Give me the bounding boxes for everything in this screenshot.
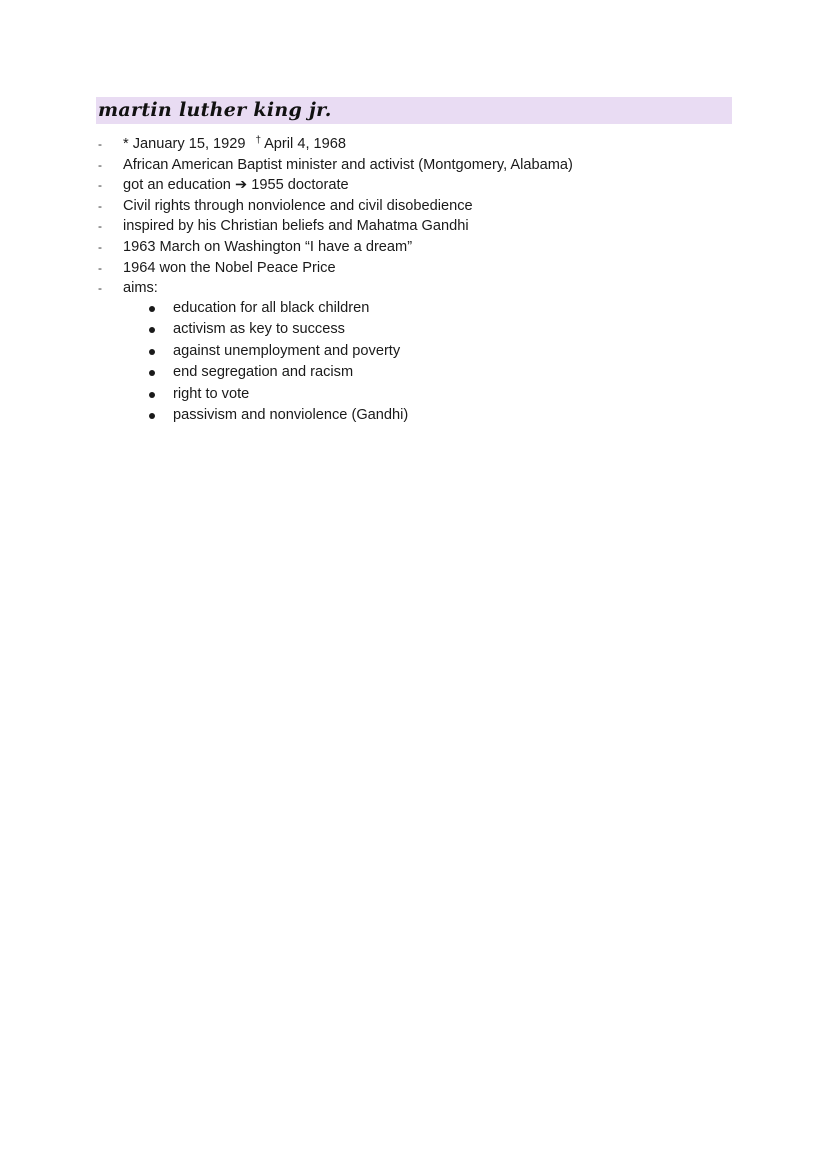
bullet-icon [149, 306, 155, 312]
death-symbol: † [255, 135, 262, 146]
facts-list [96, 134, 736, 299]
dash-marker: - [98, 260, 102, 275]
list-item-dates [96, 134, 736, 155]
aims-list [146, 298, 646, 426]
list-item-march [96, 237, 736, 258]
inspiration-text: inspired by his Christian beliefs and Mahatma Gandhi [123, 218, 469, 235]
dash-marker: - [98, 157, 102, 172]
march-text: 1963 March on Washington “I have a dream” [123, 238, 413, 255]
page-title: martin luther king jr. [98, 99, 332, 121]
aim-text: education for all black children [173, 300, 370, 316]
bullet-icon [149, 370, 155, 376]
list-item [146, 362, 646, 383]
education-text: got an education [123, 177, 231, 194]
dash-marker: - [98, 219, 102, 234]
birth-date: * January 15, 1929 [123, 136, 246, 152]
list-item [146, 341, 646, 362]
bullet-icon [149, 392, 155, 398]
death-date: April 4, 1968 [264, 136, 347, 152]
aim-text: activism as key to success [173, 321, 345, 338]
aim-text: against unemployment and poverty [173, 342, 401, 359]
list-item [146, 298, 646, 319]
aim-text: end segregation and racism [173, 364, 354, 381]
list-item-role [96, 155, 736, 176]
dash-marker: - [98, 239, 102, 254]
role-text: African American Baptist minister and activist (Montgomery, Alabama) [123, 156, 573, 173]
arrow-icon: ➔ [234, 177, 248, 194]
bullet-icon [149, 327, 155, 333]
list-item-civil-rights [96, 196, 736, 217]
bullet-icon [149, 349, 155, 355]
title-highlight [96, 97, 732, 124]
aim-text: right to vote [173, 385, 250, 402]
list-item [146, 405, 646, 426]
dash-marker: - [98, 198, 102, 213]
civil-rights-text: Civil rights through nonviolence and civil disobedience [123, 197, 473, 214]
list-item [146, 384, 646, 405]
nobel-text: 1964 won the Nobel Peace Price [123, 259, 336, 276]
list-item [146, 319, 646, 340]
dash-marker: - [98, 281, 102, 296]
list-item-inspiration [96, 216, 736, 237]
list-item-aims [96, 278, 736, 299]
dash-marker: - [98, 178, 102, 193]
aims-label: aims: [123, 280, 158, 297]
bullet-icon [149, 413, 155, 419]
list-item-education [96, 175, 736, 196]
list-item-nobel [96, 258, 736, 279]
doctorate-text: 1955 doctorate [251, 177, 349, 194]
dash-marker: - [98, 137, 102, 151]
aim-text: passivism and nonviolence (Gandhi) [173, 406, 409, 423]
